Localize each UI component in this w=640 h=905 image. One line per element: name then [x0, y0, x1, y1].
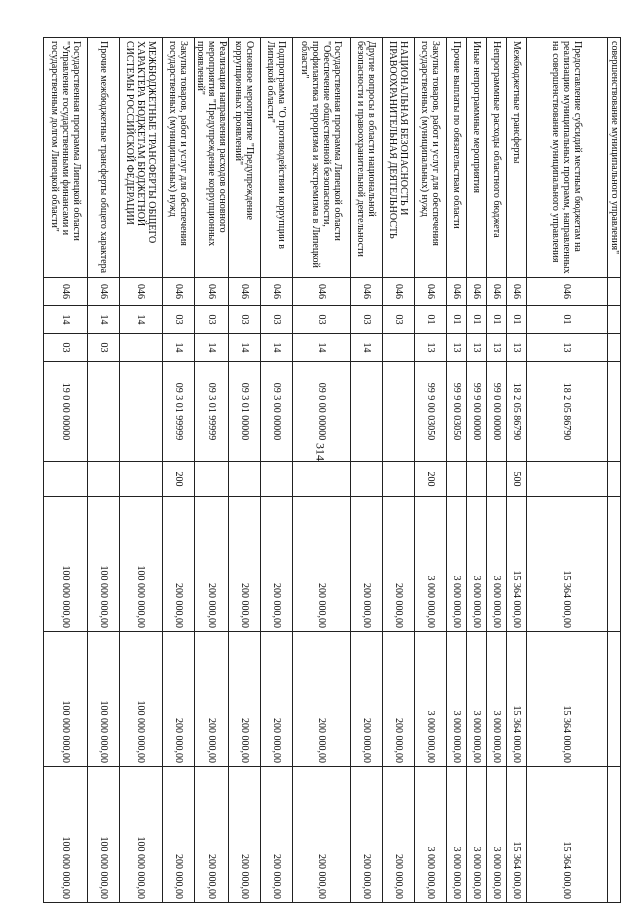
cell-ved: 046: [507, 278, 527, 306]
budget-table-wrapper: [49, 37, 621, 902]
cell-amount-1: 100 000 000,00: [88, 497, 120, 632]
cell-target-article: 99 9 00 00000: [467, 362, 487, 462]
cell-expense-type: [229, 462, 261, 497]
cell-section: 03: [351, 306, 383, 334]
cell-target-article: 19 0 00 00000: [44, 362, 88, 462]
cell-expense-type: 200: [163, 462, 195, 497]
cell-expense-type: [195, 462, 229, 497]
cell-subsection: 13: [467, 334, 487, 362]
table-row: [88, 38, 120, 903]
cell-amount-3: 3 000 000,00: [487, 767, 507, 903]
row-name: Предоставление субсидий местным бюджетам на реализацию муниципальных программ, направленных на совершенствование муниципального управления: [527, 38, 608, 278]
cell-section: 01: [507, 306, 527, 334]
cell-section: 14: [88, 306, 120, 334]
cell-ved: 046: [527, 278, 608, 306]
cell-section: 03: [383, 306, 415, 334]
cell-subsection: 13: [527, 334, 608, 362]
cell-target-article: [383, 362, 415, 462]
cell-amount-1: 200 000,00: [229, 497, 261, 632]
cell-amount-2: 15 364 000,00: [507, 632, 527, 767]
cell-ved: 046: [88, 278, 120, 306]
table-row: [163, 38, 195, 903]
cell-ved: 046: [44, 278, 88, 306]
cell-target-article: [351, 362, 383, 462]
row-name: Основное мероприятие "Предупреждение коррупционных проявлений": [229, 38, 261, 278]
cell-section: 03: [195, 306, 229, 334]
cell-amount-3: 200 000,00: [195, 767, 229, 903]
cell-amount-3: 200 000,00: [351, 767, 383, 903]
table-row: [261, 38, 293, 903]
budget-table-rotated: [49, 37, 621, 902]
cell-section: 03: [293, 306, 351, 334]
cell-amount-2: 3 000 000,00: [467, 632, 487, 767]
cell-target-article: [88, 362, 120, 462]
row-name: Государственная программа Липецкой области "Управление государственными финансами и государственным долгом Липецкой области": [44, 38, 88, 278]
row-name: Государственная программа Липецкой области "Обеспечение общественной безопасности, профилактика терроризма и экстремизма в Липецкой области": [293, 38, 351, 278]
cell-amount-2: 100 000 000,00: [120, 632, 163, 767]
cell-target-article: 99 0 00 00000: [487, 362, 507, 462]
cell-amount-3: 100 000 000,00: [88, 767, 120, 903]
cell-expense-type: [487, 462, 507, 497]
cell-amount-3: 100 000 000,00: [44, 767, 88, 903]
table-row: [487, 38, 507, 903]
cell-amount-3: 15 364 000,00: [527, 767, 608, 903]
cell-amount-1: 100 000 000,00: [120, 497, 163, 632]
table-row: [507, 38, 527, 903]
cell-expense-type: [467, 462, 487, 497]
cell-amount-3: 200 000,00: [293, 767, 351, 903]
cell-amount-1: 200 000,00: [351, 497, 383, 632]
cell-amount-1: 200 000,00: [261, 497, 293, 632]
cell-expense-type: [527, 462, 608, 497]
cell-subsection: 03: [44, 334, 88, 362]
cell-subsection: 13: [415, 334, 447, 362]
table-row: [44, 38, 88, 903]
cell-ved: 046: [467, 278, 487, 306]
cell-amount-3: 3 000 000,00: [415, 767, 447, 903]
cell-ved: 046: [415, 278, 447, 306]
cell-subsection: 13: [487, 334, 507, 362]
cell-amount-2: [608, 632, 621, 767]
table-row: [229, 38, 261, 903]
cell-section: 01: [487, 306, 507, 334]
cell-section: 03: [163, 306, 195, 334]
cell-amount-1: 200 000,00: [383, 497, 415, 632]
cell-section: 03: [229, 306, 261, 334]
budget-table: [43, 37, 621, 903]
table-row: [293, 38, 351, 903]
cell-amount-3: 200 000,00: [383, 767, 415, 903]
row-name: совершенствование муниципального управления": [608, 38, 621, 278]
cell-amount-3: 3 000 000,00: [467, 767, 487, 903]
cell-expense-type: 500: [507, 462, 527, 497]
cell-subsection: 14: [163, 334, 195, 362]
cell-section: 14: [120, 306, 163, 334]
cell-section: 14: [44, 306, 88, 334]
cell-expense-type: [261, 462, 293, 497]
row-name: Прочие выплаты по обязательствам области: [447, 38, 467, 278]
cell-amount-1: [608, 497, 621, 632]
cell-expense-type: [88, 462, 120, 497]
cell-amount-1: 200 000,00: [293, 497, 351, 632]
table-row: [608, 38, 621, 903]
cell-target-article: 99 9 00 03050: [447, 362, 467, 462]
cell-ved: 046: [447, 278, 467, 306]
cell-subsection: [608, 334, 621, 362]
cell-expense-type: [351, 462, 383, 497]
cell-target-article: 09 0 00 00000: [293, 362, 351, 462]
cell-subsection: 03: [88, 334, 120, 362]
cell-expense-type: 200: [415, 462, 447, 497]
cell-subsection: 14: [195, 334, 229, 362]
cell-expense-type: [383, 462, 415, 497]
cell-amount-1: 15 364 000,00: [527, 497, 608, 632]
cell-section: 01: [447, 306, 467, 334]
cell-amount-3: 100 000 000,00: [120, 767, 163, 903]
table-row: [195, 38, 229, 903]
cell-section: 01: [527, 306, 608, 334]
row-name: Другие вопросы в области национальной безопасности и правоохранительной деятельности: [351, 38, 383, 278]
row-name: МЕЖБЮДЖЕТНЫЕ ТРАНСФЕРТЫ ОБЩЕГО ХАРАКТЕРА БЮДЖЕТАМ БЮДЖЕТНОЙ СИСТЕМЫ РОССИЙСКОЙ ФЕДЕРАЦИИ: [120, 38, 163, 278]
cell-amount-3: [608, 767, 621, 903]
cell-amount-1: 3 000 000,00: [415, 497, 447, 632]
cell-subsection: 14: [351, 334, 383, 362]
cell-amount-3: 200 000,00: [163, 767, 195, 903]
cell-section: 01: [415, 306, 447, 334]
row-name: Межбюджетные трансферты: [507, 38, 527, 278]
cell-amount-2: 200 000,00: [261, 632, 293, 767]
cell-subsection: 14: [229, 334, 261, 362]
cell-ved: [608, 278, 621, 306]
cell-amount-2: 200 000,00: [195, 632, 229, 767]
cell-ved: 046: [351, 278, 383, 306]
cell-amount-1: 200 000,00: [195, 497, 229, 632]
row-name: Закупка товаров, работ и услуг для обеспечения государственных (муниципальных) нужд: [415, 38, 447, 278]
cell-amount-3: 15 364 000,00: [507, 767, 527, 903]
table-row: [351, 38, 383, 903]
table-row: [447, 38, 467, 903]
table-row: [467, 38, 487, 903]
cell-expense-type: [608, 462, 621, 497]
page-number: 314: [313, 443, 328, 461]
cell-target-article: 09 3 01 99999: [163, 362, 195, 462]
cell-ved: 046: [120, 278, 163, 306]
cell-amount-2: 200 000,00: [383, 632, 415, 767]
cell-amount-2: 200 000,00: [163, 632, 195, 767]
cell-target-article: 09 3 01 00000: [229, 362, 261, 462]
cell-subsection: 14: [261, 334, 293, 362]
cell-amount-2: 200 000,00: [351, 632, 383, 767]
cell-target-article: 09 3 00 00000: [261, 362, 293, 462]
cell-amount-2: 100 000 000,00: [44, 632, 88, 767]
cell-amount-1: 3 000 000,00: [447, 497, 467, 632]
cell-amount-1: 3 000 000,00: [467, 497, 487, 632]
cell-amount-2: 200 000,00: [293, 632, 351, 767]
cell-ved: 046: [195, 278, 229, 306]
cell-amount-2: 3 000 000,00: [487, 632, 507, 767]
cell-ved: 046: [383, 278, 415, 306]
cell-amount-1: 200 000,00: [163, 497, 195, 632]
cell-expense-type: [293, 462, 351, 497]
cell-amount-1: 15 364 000,00: [507, 497, 527, 632]
budget-table-body: [44, 38, 621, 903]
row-name: Непрограммные расходы областного бюджета: [487, 38, 507, 278]
cell-amount-2: 200 000,00: [229, 632, 261, 767]
cell-ved: 046: [163, 278, 195, 306]
cell-amount-3: 3 000 000,00: [447, 767, 467, 903]
cell-target-article: [608, 362, 621, 462]
cell-section: 03: [261, 306, 293, 334]
cell-subsection: [120, 334, 163, 362]
cell-expense-type: [120, 462, 163, 497]
cell-target-article: 09 3 01 99999: [195, 362, 229, 462]
cell-ved: 046: [229, 278, 261, 306]
cell-subsection: 13: [447, 334, 467, 362]
table-row: [120, 38, 163, 903]
row-name: Прочие межбюджетные трансферты общего характера: [88, 38, 120, 278]
row-name: Закупка товаров, работ и услуг для обеспечения государственных (муниципальных) нужд: [163, 38, 195, 278]
cell-target-article: [120, 362, 163, 462]
row-name: НАЦИОНАЛЬНАЯ БЕЗОПАСНОСТЬ И ПРАВООХРАНИТЕЛЬНАЯ ДЕЯТЕЛЬНОСТЬ: [383, 38, 415, 278]
cell-amount-2: 15 364 000,00: [527, 632, 608, 767]
row-name: Подпрограмма "О противодействии коррупции в Липецкой области": [261, 38, 293, 278]
cell-amount-3: 200 000,00: [261, 767, 293, 903]
cell-ved: 046: [261, 278, 293, 306]
cell-amount-1: 100 000 000,00: [44, 497, 88, 632]
cell-target-article: 18 2 05 86790: [507, 362, 527, 462]
cell-target-article: 99 9 00 03050: [415, 362, 447, 462]
cell-subsection: 13: [507, 334, 527, 362]
cell-section: 01: [467, 306, 487, 334]
cell-ved: 046: [293, 278, 351, 306]
row-name: Иные непрограммные мероприятия: [467, 38, 487, 278]
cell-section: [608, 306, 621, 334]
cell-amount-2: 100 000 000,00: [88, 632, 120, 767]
cell-amount-1: 3 000 000,00: [487, 497, 507, 632]
cell-target-article: 18 2 05 86790: [527, 362, 608, 462]
table-row: [383, 38, 415, 903]
table-row: [527, 38, 608, 903]
cell-amount-2: 3 000 000,00: [447, 632, 467, 767]
cell-amount-2: 3 000 000,00: [415, 632, 447, 767]
cell-expense-type: [44, 462, 88, 497]
cell-expense-type: [447, 462, 467, 497]
cell-subsection: [383, 334, 415, 362]
cell-subsection: 14: [293, 334, 351, 362]
table-row: [415, 38, 447, 903]
cell-ved: 046: [487, 278, 507, 306]
row-name: Реализация направления расходов основного мероприятия "Предупреждение коррупционных проявлений": [195, 38, 229, 278]
cell-amount-3: 200 000,00: [229, 767, 261, 903]
